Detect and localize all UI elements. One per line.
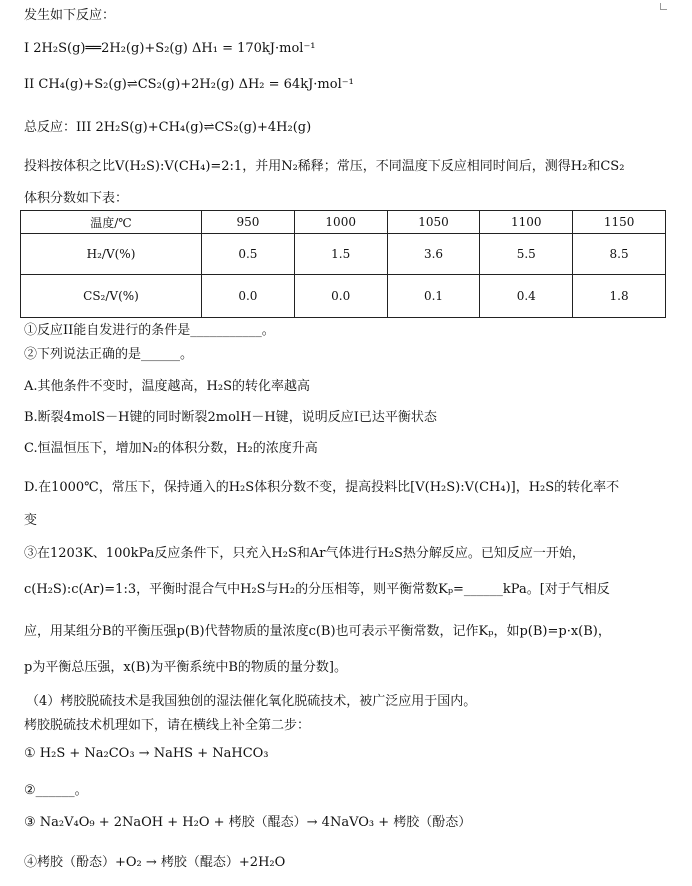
value-cell: 3.6 <box>387 234 480 275</box>
reaction-1: I 2H₂S(g)══2H₂(g)+S₂(g) ΔH₁ = 170kJ·mol⁻¹ <box>24 41 316 56</box>
value-cell: 0.1 <box>387 275 480 318</box>
reaction-2: II CH₄(g)+S₂(g)⇌CS₂(g)+2H₂(g) ΔH₂ = 64kJ·mol⁻¹ <box>24 77 354 92</box>
mechanism-step-3: ③ Na₂V₄O₉ + 2NaOH + H₂O + 栲胶（醌态）→ 4NaVO₃ + 栲胶（酚态） <box>24 815 472 830</box>
temp-cell: 1000 <box>294 211 387 234</box>
value-cell: 0.0 <box>202 275 295 318</box>
mechanism-step-1: ① H₂S + Na₂CO₃ → NaHS + NaHCO₃ <box>24 746 269 761</box>
corner-mark <box>660 3 667 10</box>
value-cell: 0.4 <box>480 275 573 318</box>
feed-ratio-text: 投料按体积之比V(H₂S):V(CH₄)=2:1，并用N₂稀释；常压，不同温度下反应相同时间后，测得H₂和CS₂ <box>24 159 625 174</box>
value-cell: 0.5 <box>202 234 295 275</box>
temp-cell: 1100 <box>480 211 573 234</box>
mechanism-intro: 栲胶脱硫技术机理如下，请在横线上补全第二步： <box>24 718 311 733</box>
question-3: ③在1203K、100kPa反应条件下，只充入H₂S和Ar气体进行H₂S热分解反应。已知反应一开始， <box>24 546 585 561</box>
row-label: H₂/V(%) <box>21 234 202 275</box>
question-2: ②下列说法正确的是______。 <box>24 347 194 362</box>
value-cell: 5.5 <box>480 234 573 275</box>
mechanism-step-2: ②______。 <box>24 783 88 798</box>
temp-cell: 1150 <box>573 211 666 234</box>
temp-cell: 1050 <box>387 211 480 234</box>
question-3-line3: 应，用某组分B的平衡压强p(B)代替物质的量浓度c(B)也可表示平衡常数，记作Kₚ，如p(B)=p·x(B)， <box>24 624 611 639</box>
value-cell: 8.5 <box>573 234 666 275</box>
data-table <box>20 210 666 318</box>
mechanism-step-4: ④栲胶（酚态）+O₂ → 栲胶（醌态）+2H₂O <box>24 855 286 870</box>
value-cell: 1.8 <box>573 275 666 318</box>
table-row <box>21 275 666 318</box>
total-reaction: 总反应：III 2H₂S(g)+CH₄(g)⇌CS₂(g)+4H₂(g) <box>24 120 312 135</box>
option-d: D.在1000℃，常压下，保持通入的H₂S体积分数不变，提高投料比[V(H₂S):V(CH₄)]，H₂S的转化率不 <box>24 480 620 495</box>
row-label: CS₂/V(%) <box>21 275 202 318</box>
option-c: C.恒温恒压下，增加N₂的体积分数，H₂的浓度升高 <box>24 441 318 456</box>
table-caption: 体积分数如下表： <box>24 191 129 206</box>
header-label: 温度/℃ <box>21 211 202 234</box>
table-header-row <box>21 211 666 234</box>
question-3-line2: c(H₂S):c(Ar)=1:3，平衡时混合气中H₂S与H₂的分压相等，则平衡常数Kₚ=______kPa。[对于气相反 <box>24 582 610 597</box>
value-cell: 1.5 <box>294 234 387 275</box>
intro-text: 发生如下反应： <box>24 8 116 23</box>
option-d-cont: 变 <box>24 513 38 528</box>
temp-cell: 950 <box>202 211 295 234</box>
value-cell: 0.0 <box>294 275 387 318</box>
option-b: B.断裂4molS－H键的同时断裂2molH－H键，说明反应I已达平衡状态 <box>24 410 437 425</box>
section-4-title: （4）栲胶脱硫技术是我国独创的湿法催化氧化脱硫技术，被广泛应用于国内。 <box>26 694 477 709</box>
question-3-line4: p为平衡总压强，x(B)为平衡系统中B的物质的量分数]。 <box>24 660 347 675</box>
table-row <box>21 234 666 275</box>
question-1: ①反应II能自发进行的条件是___________。 <box>24 323 275 338</box>
option-a: A.其他条件不变时，温度越高，H₂S的转化率越高 <box>24 379 310 394</box>
